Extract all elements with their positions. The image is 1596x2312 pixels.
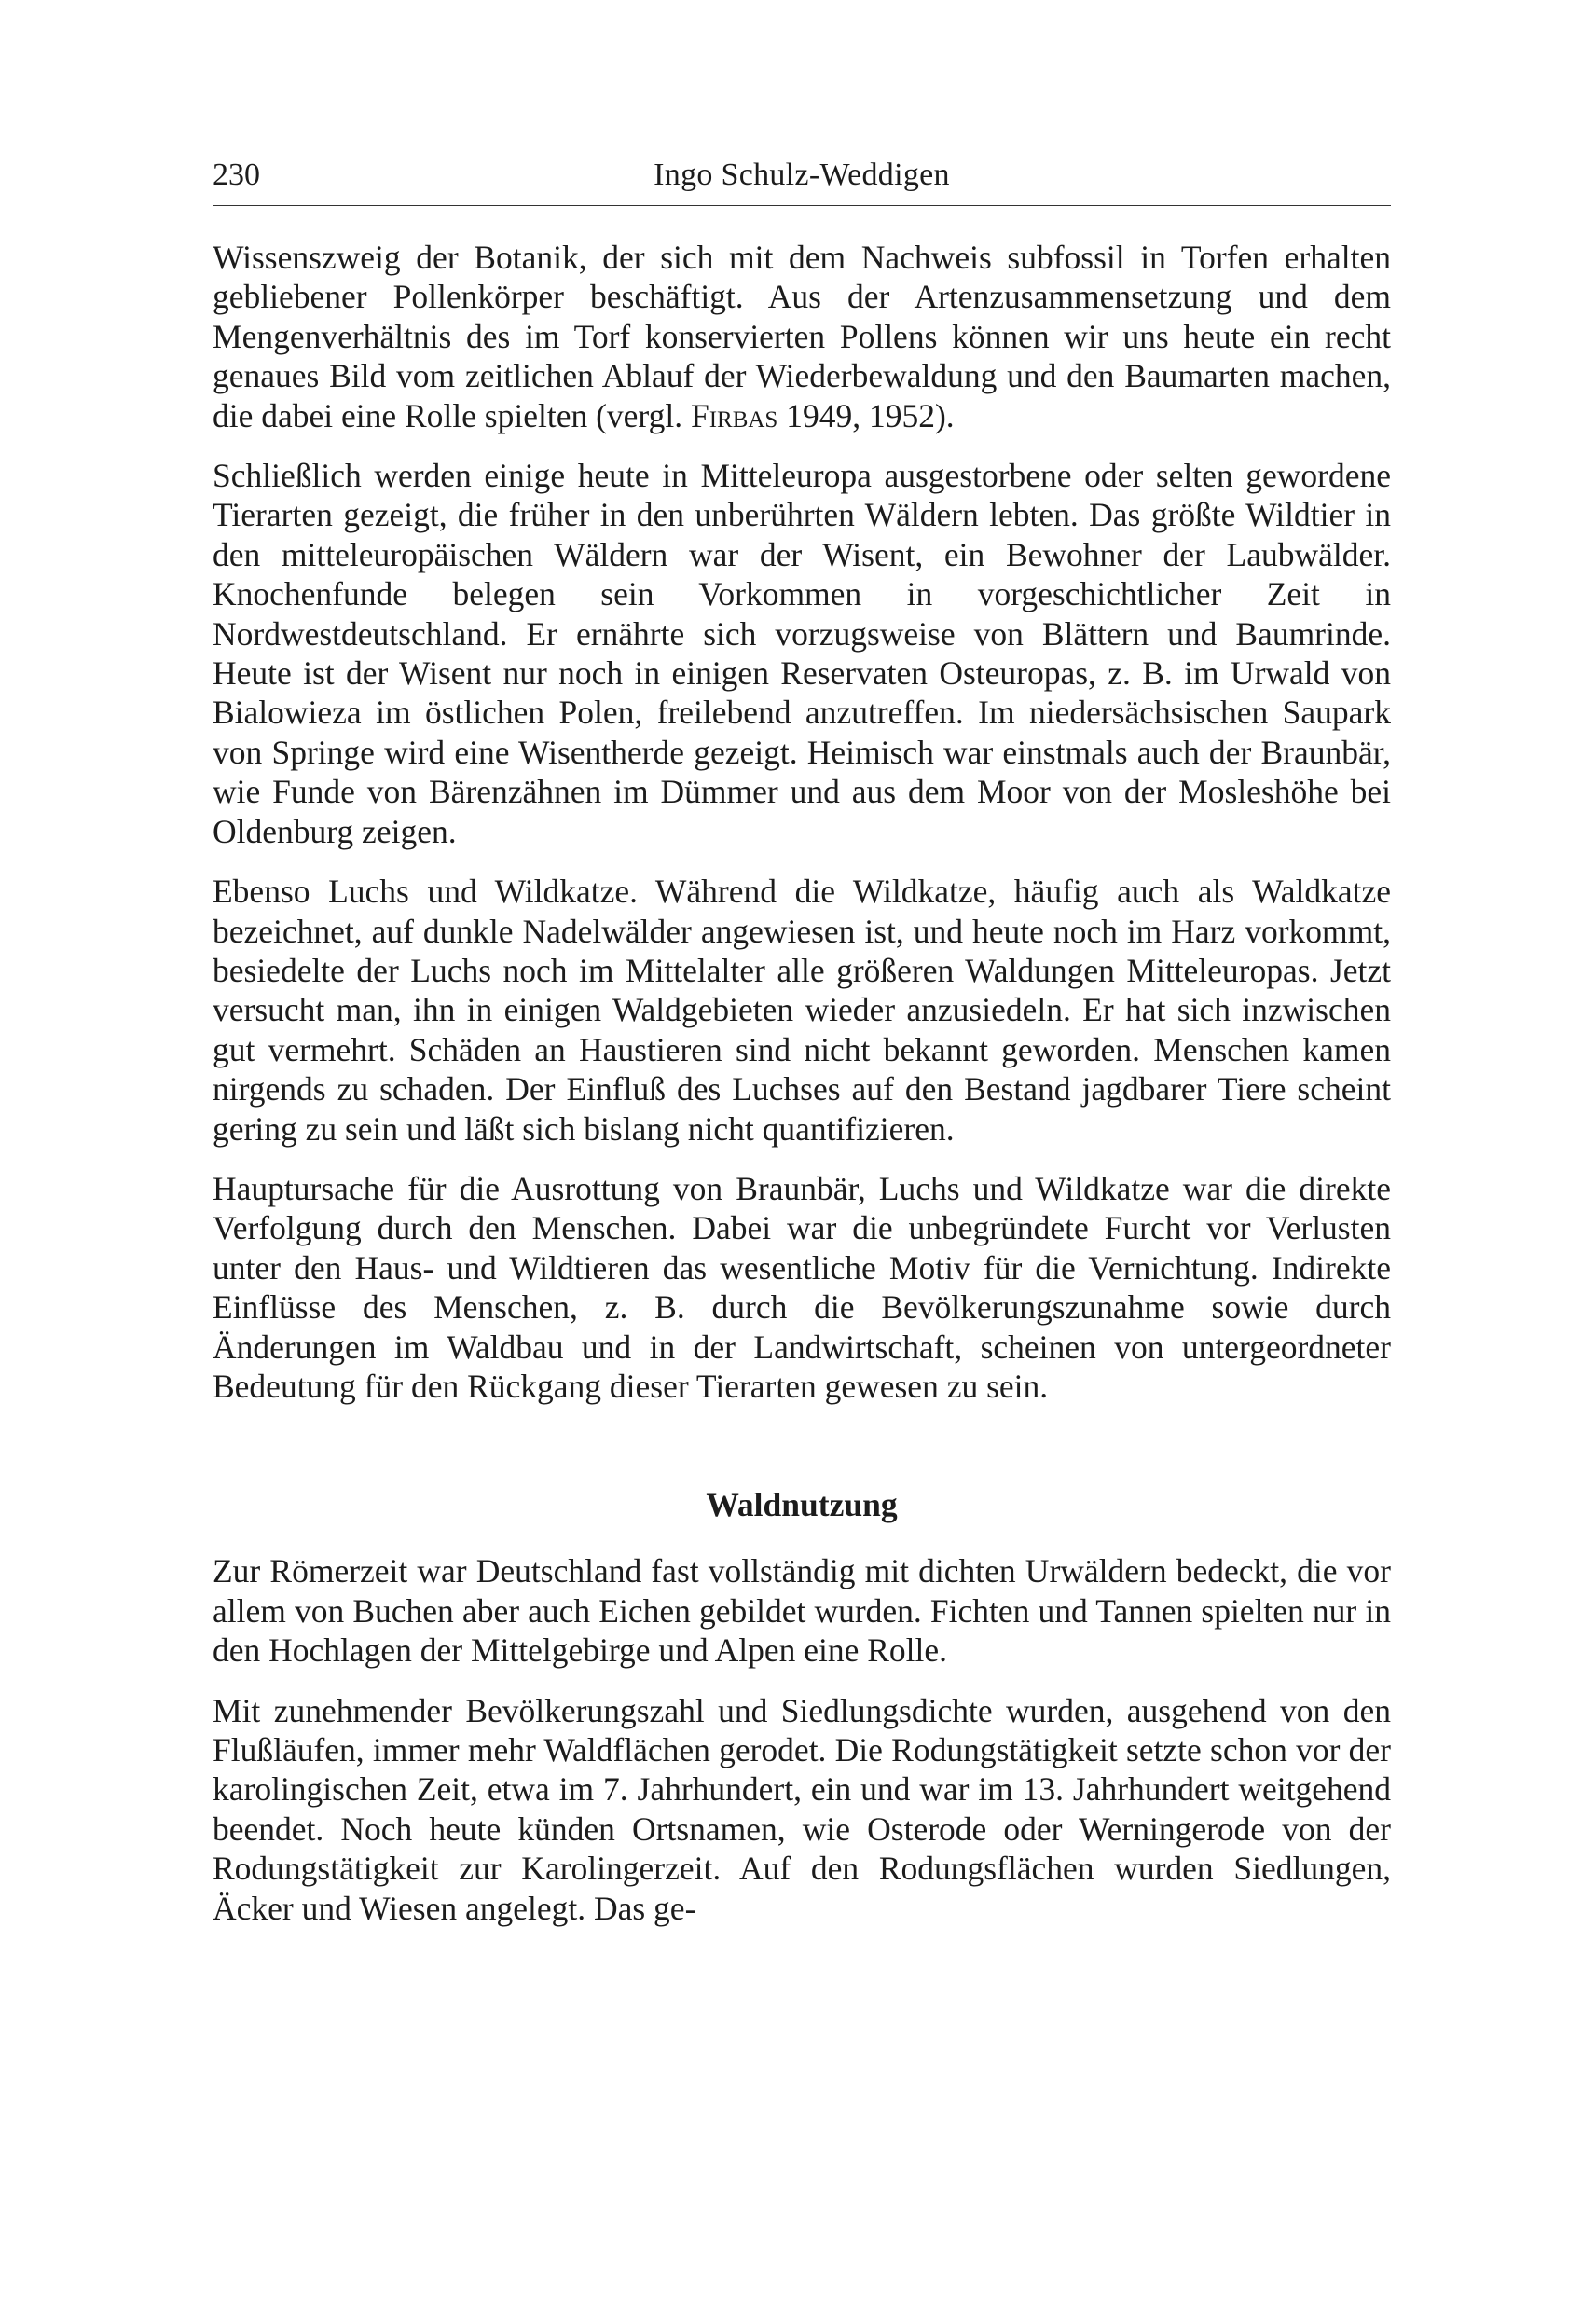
paragraph <box>213 238 1391 435</box>
body-text <box>213 238 1391 1928</box>
author-citation: Firbas <box>690 396 778 434</box>
paragraph: Schließlich werden einige heute in Mitteleuropa ausgestorbene oder selten gewordene Tierarten gezeigt, die früher in den unberührten Wäldern lebten. Das größte Wildtier in den mitteleuropäischen Wäldern war der Wisent, ein Bewohner der Laubwälder. Knochenfunde belegen sein Vorkommen in vorgeschichtlicher Zeit in Nordwestdeutschland. Er ernährte sich vorzugsweise von Blättern und Baumrinde. Heute ist der Wisent nur noch in einigen Reservaten Osteuropas, z. B. im Urwald von Bialowieza im östlichen Polen, freilebend anzutreffen. Im niedersächsischen Saupark von Springe wird eine Wisentherde gezeigt. Heimisch war einstmals auch der Braunbär, wie Funde von Bärenzähnen im Dümmer und aus dem Moor von der Mosleshöhe bei Oldenburg zeigen. <box>213 457 1391 850</box>
citation-years: 1949, 1952). <box>777 396 955 434</box>
paragraph: Hauptursache für die Ausrottung von Braunbär, Luchs und Wildkatze war die direkte Verfolgung durch den Menschen. Dabei war die unbegründete Furcht vor Verlusten unter den Haus- und Wildtieren das wesentliche Motiv für die Vernichtung. Indirekte Einflüsse des Menschen, z. B. durch die Bevölkerungszunahme sowie durch Änderungen im Waldbau und in der Landwirtschaft, scheinen von untergeordneter Bedeutung für den Rückgang dieser Tierarten gewesen zu sein. <box>213 1169 1391 1405</box>
document-page <box>213 149 1391 1948</box>
paragraph: Zur Römerzeit war Deutschland fast vollständig mit dichten Urwäldern bedeckt, die vor allem von Buchen aber auch Eichen gebildet wurden. Fichten und Tannen spielten nur in den Hochlagen der Mittelgebirge und Alpen eine Rolle. <box>213 1552 1391 1670</box>
running-head: Ingo Schulz-Weddigen <box>654 158 950 192</box>
paragraph: Mit zunehmender Bevölkerungszahl und Siedlungsdichte wurden, ausgehend von den Flußläufen, immer mehr Waldflächen gerodet. Die Rodungstätigkeit setzte schon vor der karolingischen Zeit, etwa im 7. Jahrhundert, ein und war im 13. Jahrhundert weitgehend beendet. Noch heute künden Ortsnamen, wie Osterode oder Werningerode von der Rodungstätigkeit zur Karolingerzeit. Auf den Rodungsflächen wurden Siedlungen, Äcker und Wiesen angelegt. Das ge- <box>213 1691 1391 1927</box>
page-number: 230 <box>213 158 260 192</box>
paragraph: Ebenso Luchs und Wildkatze. Während die Wildkatze, häufig auch als Waldkatze bezeichnet, auf dunkle Nadelwälder angewiesen ist, und heute noch im Harz vorkommt, besiedelte der Luchs noch im Mittelalter alle größeren Waldungen Mitteleuropas. Jetzt versucht man, ihn in einigen Waldgebieten wieder anzusiedeln. Er hat sich inzwischen gut vermehrt. Schäden an Haustieren sind nicht bekannt geworden. Menschen kamen nirgends zu schaden. Der Einfluß des Luchses auf den Bestand jagdbarer Tiere scheint gering zu sein und läßt sich bislang nicht quantifizieren. <box>213 873 1391 1148</box>
paragraph-text: Wissenszweig der Botanik, der sich mit dem Nachweis subfossil in Torfen erhalten gebliebener Pollenkörper beschäftigt. Aus der Artenzusammensetzung und dem Mengenverhältnis des im Torf konservierten Pollens können wir uns heute ein recht genaues Bild vom zeitlichen Ablauf der Wiederbewaldung und den Baumarten machen, die dabei eine Rolle spielten (vergl. <box>213 239 1391 434</box>
section-heading: Waldnutzung <box>706 1486 898 1524</box>
page-header <box>213 149 1391 206</box>
